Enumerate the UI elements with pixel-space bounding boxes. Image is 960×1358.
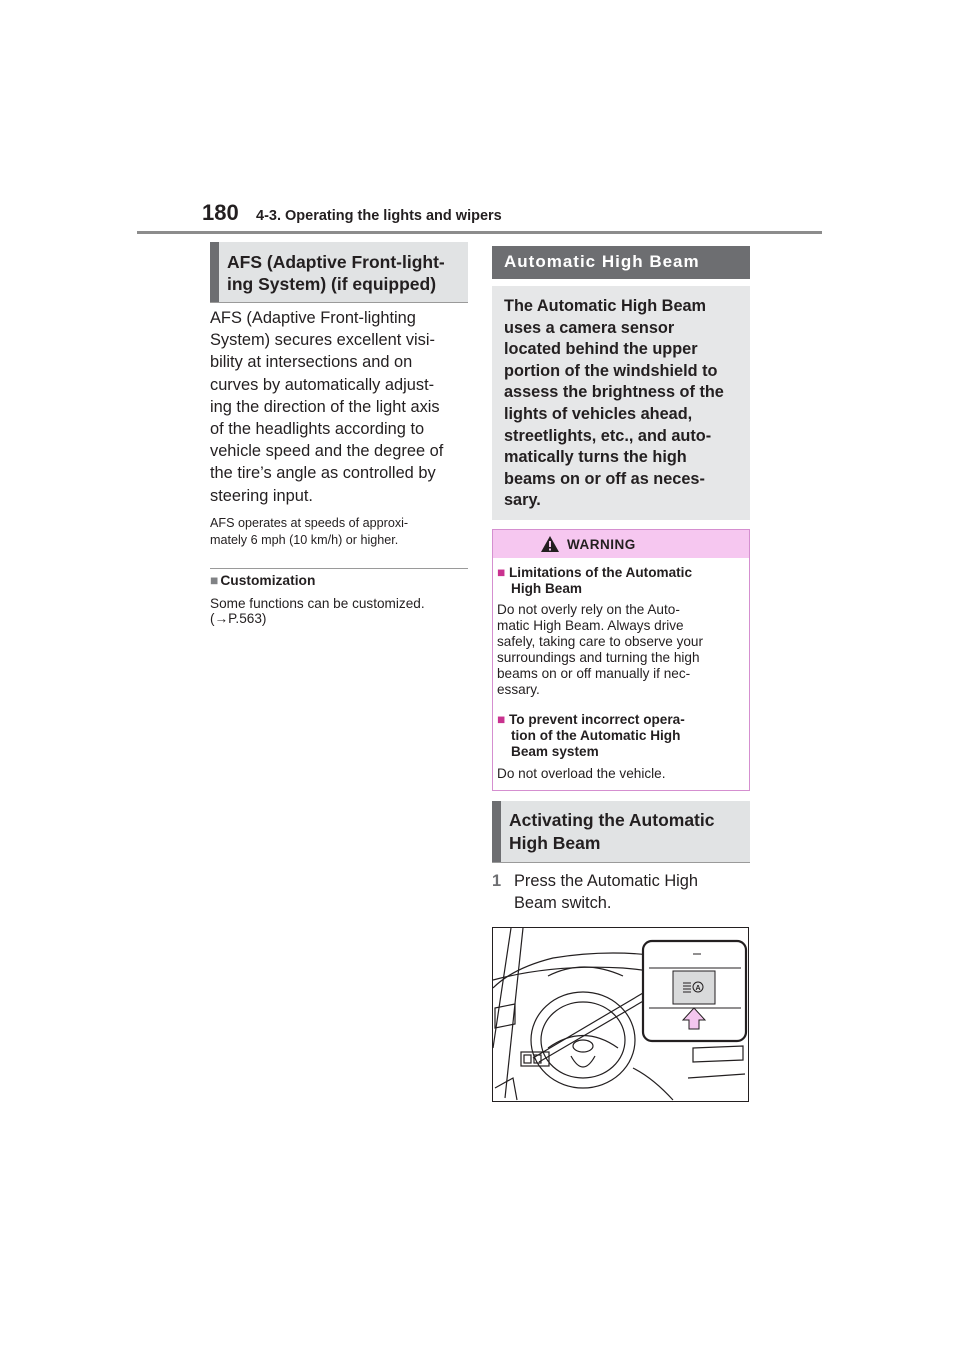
ahb-intro-box — [492, 286, 750, 520]
warning-item1-heading-line: High Beam — [511, 581, 583, 596]
warning-item2-heading — [497, 712, 742, 760]
ahb-intro-line: matically turns the high — [504, 448, 687, 467]
afs-body-line: bility at intersections and on — [210, 353, 413, 372]
warning-item1-line: beams on or off manually if nec- — [497, 665, 691, 681]
ahb-intro-line: The Automatic High Beam — [504, 297, 707, 315]
activating-heading-line1: Activating the Automatic — [509, 810, 715, 830]
afs-body-line: curves by automatically adjust- — [210, 375, 435, 394]
warning-item1-line: surroundings and turning the high — [497, 649, 700, 665]
header-rule — [137, 231, 822, 234]
warning-item1-line: Do not overly rely on the Auto- — [497, 602, 680, 617]
warning-item1-heading-line: Limitations of the Automatic — [509, 565, 693, 580]
afs-body-line: of the headlights according to — [210, 420, 425, 439]
activating-heading — [492, 801, 750, 862]
afs-note-line: AFS operates at speeds of approxi- — [210, 516, 409, 530]
customization-heading — [210, 573, 315, 588]
afs-body-line: the tire’s angle as controlled by — [210, 464, 436, 483]
square-bullet-icon: ■ — [210, 573, 219, 588]
warning-item1-line: matic High Beam. Always drive — [497, 617, 684, 633]
afs-note-line: mately 6 mph (10 km/h) or higher. — [210, 532, 399, 547]
square-bullet-icon: ■ — [497, 712, 506, 727]
ahb-intro-line: sary. — [504, 491, 541, 510]
afs-heading-line1: AFS (Adaptive Front-light- — [227, 252, 445, 272]
step-number: 1 — [492, 872, 502, 890]
dashboard-drawing — [493, 928, 748, 1101]
warning-item1-line: safely, taking care to observe your — [497, 633, 704, 649]
warning-item2-heading-line: Beam system — [511, 744, 599, 759]
warning-item1-text — [497, 602, 745, 697]
afs-heading-line2: ing System) (if equipped) — [227, 274, 437, 294]
page-number: 180 — [202, 200, 239, 225]
svg-text:A: A — [695, 985, 701, 992]
warning-header — [493, 530, 749, 558]
warning-label: WARNING — [567, 537, 636, 552]
afs-body-text — [210, 307, 472, 507]
warning-item2-heading-line: To prevent incorrect opera- — [509, 712, 685, 727]
warning-triangle-icon — [540, 535, 560, 553]
activating-heading-line2: High Beam — [509, 833, 601, 853]
ahb-intro-line: assess the brightness of the — [504, 383, 724, 402]
afs-body-line: steering input. — [210, 486, 313, 505]
afs-heading-rule — [210, 302, 468, 303]
ahb-intro-line: beams on or off as neces- — [504, 469, 705, 488]
activating-heading-rule — [492, 862, 750, 863]
afs-body-line: AFS (Adaptive Front-lighting — [210, 309, 416, 327]
automatic-high-beam-title: Automatic High Beam — [492, 246, 750, 279]
warning-box — [492, 529, 750, 791]
customization-text — [210, 597, 472, 626]
warning-item2-heading-line: tion of the Automatic High — [511, 728, 681, 743]
step-text — [514, 870, 744, 914]
ahb-intro-line: uses a camera sensor — [504, 318, 675, 337]
dashboard-illustration — [492, 927, 749, 1102]
ahb-intro-line: lights of vehicles ahead, — [504, 404, 693, 423]
ahb-intro-line: streetlights, etc., and auto- — [504, 426, 712, 445]
page-reference-link[interactable]: (→P.563) — [210, 610, 267, 626]
step-text-line: Beam switch. — [514, 894, 612, 912]
afs-heading — [210, 242, 468, 302]
afs-body-line: vehicle speed and the degree of — [210, 442, 444, 461]
afs-note — [210, 515, 472, 548]
step-text-line: Press the Automatic High — [514, 872, 699, 890]
customization-heading-text: Customization — [220, 573, 316, 588]
afs-body-line: System) secures excellent visi- — [210, 331, 435, 350]
warning-item2-text: Do not overload the vehicle. — [497, 766, 666, 781]
ahb-intro-line: portion of the windshield to — [504, 361, 718, 380]
warning-item1-heading — [497, 565, 742, 597]
customization-rule — [210, 568, 468, 569]
section-title: 4-3. Operating the lights and wipers — [256, 208, 502, 224]
afs-body-line: ing the direction of the light axis — [210, 397, 440, 416]
square-bullet-icon: ■ — [497, 565, 506, 580]
warning-item1-line: essary. — [497, 681, 540, 697]
ahb-intro-line: located behind the upper — [504, 340, 698, 359]
customization-line: Some functions can be customized. — [210, 596, 425, 611]
